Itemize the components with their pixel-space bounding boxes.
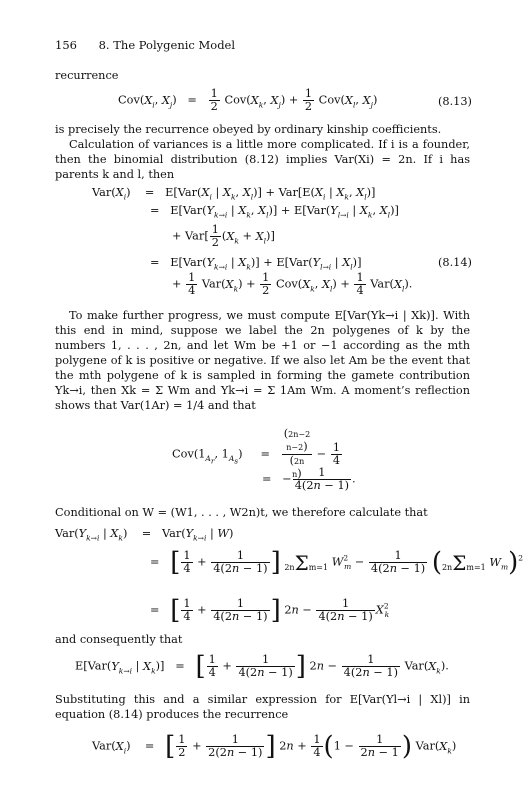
paragraph-progress: To make further progress, we must compute E[Var(Yk→i | Xk)]. With this end in mind, suppose we label the 2n polygenes of k by the numbers 1, . . . , 2n, and let Wm be +1 or −1 according as the mth polygene of k is positive or negative. If we also let Am be the event that the mth polygene of k is sampled in forming the gamete contribution Yk→i, then Xk = Σ Wm and Yk→i = Σ 1Am Wm. A moment’s reflection shows that Var(1Ar) = 1/4 and that: [55, 309, 470, 412]
paragraph-recurrence: recurrence: [55, 69, 119, 82]
equation-8-14-line5: + $\frac{1}{4}$ $Var(X_k)$ + $\frac{1}{2}$ $Cov(X_k$, $X_l$) + $\frac{1}{4}$ $Var(X_l)$.: [172, 271, 413, 297]
equation-var-y-line3: = [ $\frac{1}{4}$ + $\frac{1}{4(2n - 1)}$ ] 2n − $\frac{1}{4(2n - 1)}$ $X^2_k$: [150, 595, 390, 626]
equation-8-14-line3: + Var[ $\frac{1}{2}$ $(X_k + X_l)$]: [172, 223, 275, 249]
equation-number-8-14: (8.14): [438, 256, 472, 269]
equation-8-13: $Cov(X_i$, $X_j$) = $\frac{1}{2}$ $Cov(X_k$, $X_j$) + $\frac{1}{2}$ $Cov(X_l$, $X_j$): [118, 87, 378, 113]
equation-var-y-line2: = [ $\frac{1}{4}$ + $\frac{1}{4(2n - 1)}$ ] 2nΣm=1 $W^2_m$ − $\frac{1}{4(2n - 1)}$ (2nΣm=1 $W_m)^2$: [150, 547, 523, 578]
equation-expected-var: $E[Var(Y_{k\to i}$ | $X_k$)] = [ $\frac{1}{4}$ + $\frac{1}{4(2n - 1)}$ ] 2n − $\frac{1}{4(2n - 1)}$ $Var(X_k)$.: [75, 651, 449, 682]
equation-number-8-13: (8.13): [438, 95, 472, 108]
equation-cov-indicators: $Cov(1_{A_r}$, $1_{A_s}$) = (2n−2 n−2) (2n n) − $\frac{1}{4}$: [172, 427, 341, 480]
paragraph-substituting: Substituting this and a similar expression for E[Var(Yl→i | Xl)] in equation (8.14) produces the recurrence: [55, 693, 470, 721]
equation-var-y-line1: $Var(Y_{k\to i}$ | $X_k$) = $Var(Y_{k\to i}$ | W): [55, 527, 234, 543]
equation-8-14-line2: = $E[Var(Y_{k\to i}$ | $X_k$, $X_l)] + E[Var(Y_{l\to i}$ | $X_k$, $X_l$)]: [150, 204, 399, 220]
paragraph-consequently: and consequently that: [55, 633, 183, 646]
equation-8-14-line1: $Var(X_i)$ = $E[Var(X_i$ | $X_k$, $X_l)] + Var[E(X_i$ | $X_k$, $X_l$)]: [92, 186, 376, 202]
equation-cov-result: = − $\frac{1}{4(2n - 1)}$ .: [262, 466, 356, 492]
equation-final-recurrence: $Var(X_i)$ = [ $\frac{1}{2}$ + $\frac{1}{2(2n - 1)}$ ] 2n + $\frac{1}{4}$ (1 − $\frac{1}{2n - 1}$ ) $Var(X_k)$: [92, 731, 457, 762]
paragraph-kinship: is precisely the recurrence obeyed by ordinary kinship coefficients.: [55, 123, 442, 136]
chapter-title: 8. The Polygenic Model: [98, 38, 236, 52]
paragraph-variances: Calculation of variances is a little more complicated. If i is a founder, then the binomial distribution (8.12) implies Var(Xi) = 2n. If i has parents k and l, then: [55, 138, 470, 181]
page-header: [55, 38, 235, 52]
equation-8-14-line4: = $E[Var(Y_{k\to i}$ | $X_k)] + E[Var(Y_{l\to i}$ | $X_l$)]: [150, 256, 362, 272]
paragraph-conditional: Conditional on W = (W1, . . . , W2n)t, we therefore calculate that: [55, 506, 428, 519]
page-number: 156: [55, 38, 77, 52]
